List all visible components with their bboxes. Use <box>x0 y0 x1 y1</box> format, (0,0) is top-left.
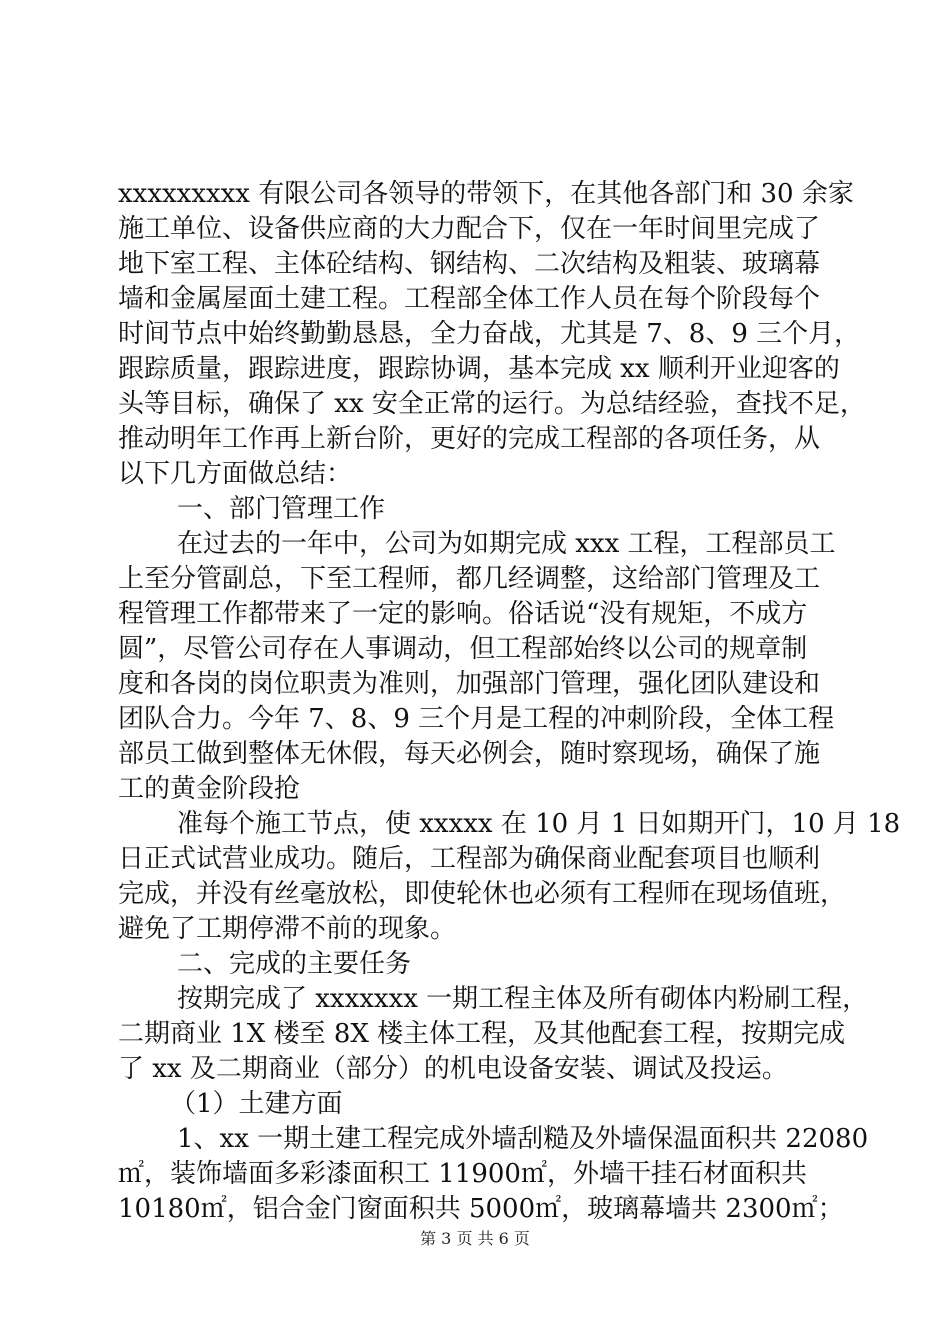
body-text-line: 上至分管副总，下至工程师，都几经调整，这给部门管理及工 <box>118 564 821 594</box>
section-heading: 二、完成的主要任务 <box>177 949 412 979</box>
body-text-line: 按期完成了 xxxxxxx 一期工程主体及所有砌体内粉刷工程， <box>177 984 869 1014</box>
section-heading: 一、部门管理工作 <box>177 494 386 524</box>
body-text-line: 地下室工程、主体砼结构、钢结构、二次结构及粗装、玻璃幕 <box>118 249 821 279</box>
body-text-line: 度和各岗的岗位职责为准则，加强部门管理，强化团队建设和 <box>118 669 821 699</box>
body-text-line: 工的黄金阶段抢 <box>118 774 301 804</box>
body-text-line: 完成，并没有丝毫放松，即使轮休也必须有工程师在现场值班， <box>118 879 847 909</box>
body-text-line: 程管理工作都带来了一定的影响。俗话说“没有规矩，不成方 <box>118 599 808 629</box>
page-footer: 第 3 页 共 6 页 <box>420 1229 530 1248</box>
body-text-line: 了 xx 及二期商业（部分）的机电设备安装、调试及投运。 <box>118 1054 788 1084</box>
body-text-line: xxxxxxxxx 有限公司各领导的带领下，在其他各部门和 30 余家 <box>118 179 854 209</box>
body-text-line: 在过去的一年中，公司为如期完成 xxx 工程，工程部员工 <box>177 529 836 559</box>
subsection-heading: （1）土建方面 <box>170 1089 343 1119</box>
body-text-line: 时间节点中始终勤勤恳恳，全力奋战，尤其是 7、8、9 三个月， <box>118 319 861 349</box>
body-text-line: ㎡，装饰墙面多彩漆面积工 11900㎡，外墙干挂石材面积共 <box>118 1159 807 1189</box>
body-text-line: 日正式试营业成功。随后，工程部为确保商业配套项目也顺利 <box>118 844 821 874</box>
body-text-line: 以下几方面做总结： <box>118 459 353 489</box>
body-text-line: 1、xx 一期土建工程完成外墙刮糙及外墙保温面积共 22080 <box>177 1124 869 1154</box>
body-text-line: 头等目标，确保了 xx 安全正常的运行。为总结经验，查找不足， <box>118 389 866 419</box>
body-text-line: 跟踪质量，跟踪进度，跟踪协调，基本完成 xx 顺利开业迎客的 <box>118 354 840 384</box>
body-text-line: 圆”，尽管公司存在人事调动，但工程部始终以公司的规章制 <box>118 634 808 664</box>
body-text-line: 部员工做到整体无休假，每天必例会，随时察现场，确保了施 <box>118 739 821 769</box>
body-text-line: 团队合力。今年 7、8、9 三个月是工程的冲刺阶段，全体工程 <box>118 704 835 734</box>
body-text-line: 避免了工期停滞不前的现象。 <box>118 914 457 944</box>
body-text-line: 墙和金属屋面土建工程。工程部全体工作人员在每个阶段每个 <box>118 284 821 314</box>
body-text-line: 推动明年工作再上新台阶，更好的完成工程部的各项任务，从 <box>118 424 821 454</box>
body-text-line: 二期商业 1X 楼至 8X 楼主体工程，及其他配套工程，按期完成 <box>118 1019 846 1049</box>
body-text-line: 施工单位、设备供应商的大力配合下，仅在一年时间里完成了 <box>118 214 821 244</box>
body-text-line: 准每个施工节点，使 xxxxx 在 10 月 1 日如期开门，10 月 18 <box>177 809 901 839</box>
body-text-line: 10180㎡，铝合金门窗面积共 5000㎡，玻璃幕墙共 2300㎡； <box>118 1194 844 1224</box>
